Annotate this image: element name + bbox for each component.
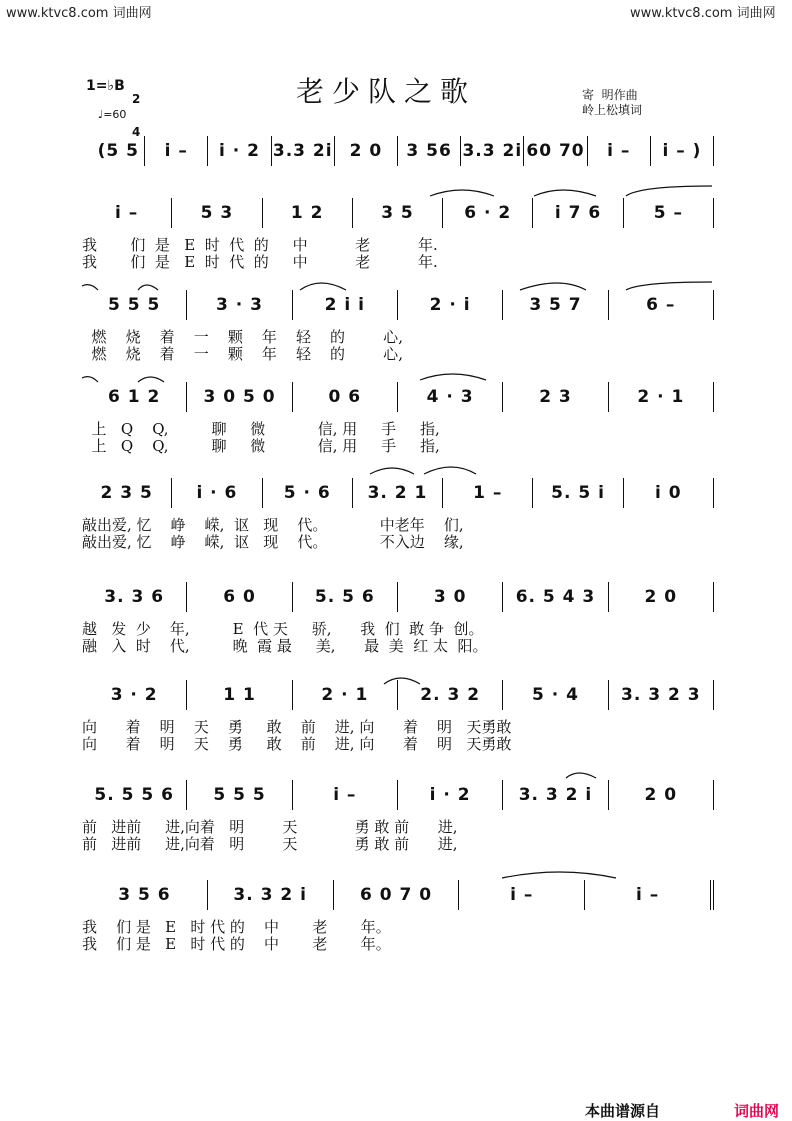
- lyric-line: 前 进前 进,向着 明 天 勇 敢 前 进,: [82, 818, 458, 836]
- measure: i –: [585, 880, 714, 910]
- measure: 1 –: [443, 478, 533, 508]
- measure: 2 i i: [293, 290, 398, 320]
- measure: 3. 3 2 i: [208, 880, 334, 910]
- lyric-line: 我 们 是 E 时 代 的 中 老 年.: [82, 253, 438, 271]
- measure: 3.3 2i: [272, 136, 335, 166]
- tempo-marking: ♩=60: [98, 108, 127, 121]
- lyric-line: 上 Q Q, 聊 微 信, 用 手 指,: [82, 437, 440, 455]
- meter-bottom: 4: [132, 125, 141, 139]
- slur-mark: [502, 872, 616, 878]
- measure: 2 · 1: [609, 382, 714, 412]
- slur-mark: [420, 374, 486, 380]
- lyric-line: 燃 烧 着 一 颗 年 轻 的 心,: [82, 345, 403, 363]
- measure: 60 70: [524, 136, 587, 166]
- slur-mark: [424, 467, 476, 474]
- measure: i 0: [624, 478, 714, 508]
- measure: 6 · 2: [443, 198, 533, 228]
- lyric-line: 向 着 明 天 勇 敢 前 进, 向 着 明 天勇敢: [82, 735, 512, 753]
- measure: 6 0 7 0: [334, 880, 460, 910]
- slur-mark: [384, 678, 420, 684]
- measure: 3 · 2: [82, 680, 187, 710]
- slur-mark: [138, 377, 164, 382]
- slur-mark: [534, 190, 596, 196]
- lyric-line: 敲出爱, 忆 峥 嵘, 讴 现 代。 中老年 们,: [82, 516, 464, 534]
- measure: i –: [588, 136, 651, 166]
- measure: i · 2: [208, 136, 271, 166]
- measure: 0 6: [293, 382, 398, 412]
- footer-site-logo[interactable]: 词曲网: [734, 1102, 780, 1120]
- measure: 3. 3 6: [82, 582, 187, 612]
- measure: 5. 5 i: [533, 478, 623, 508]
- measure: 2 0: [609, 780, 714, 810]
- measure: i –: [459, 880, 585, 910]
- measure: 5 3: [172, 198, 262, 228]
- measure: i · 2: [398, 780, 503, 810]
- slur-mark: [520, 283, 586, 290]
- measure: 3.3 2i: [461, 136, 524, 166]
- measure: 3. 3 2 3: [609, 680, 714, 710]
- measure: 2 · i: [398, 290, 503, 320]
- slur-mark: [138, 285, 158, 290]
- slur-mark: [82, 285, 98, 290]
- slur-mark: [430, 190, 494, 196]
- composer-credit: 寄 明作曲: [582, 88, 638, 102]
- measure: 5 5 5: [187, 780, 292, 810]
- measure: i 7 6: [533, 198, 623, 228]
- lyricist-credit: 岭上松填词: [582, 103, 643, 117]
- measure: 2 0: [609, 582, 714, 612]
- measure: 2. 3 2: [398, 680, 503, 710]
- measure: 3 5 7: [503, 290, 608, 320]
- measure: 3 0: [398, 582, 503, 612]
- measure: 2 3 5: [82, 478, 172, 508]
- key-signature: 1=♭B: [86, 78, 125, 94]
- measure: 3 5: [353, 198, 443, 228]
- measure: 3 · 3: [187, 290, 292, 320]
- measure: 5 5 5: [82, 290, 187, 320]
- lyric-line: 向 着 明 天 勇 敢 前 进, 向 着 明 天勇敢: [82, 718, 512, 736]
- lyric-line: 上 Q Q, 聊 微 信, 用 手 指,: [82, 420, 440, 438]
- watermark-left: www.ktvc8.com 词曲网: [6, 6, 152, 21]
- slur-mark: [300, 283, 346, 290]
- meter-top: 2: [132, 92, 141, 106]
- measure: 4 · 3: [398, 382, 503, 412]
- measure: 2 3: [503, 382, 608, 412]
- measure: 2 0: [335, 136, 398, 166]
- measure: 5 · 4: [503, 680, 608, 710]
- measure: 3 56: [398, 136, 461, 166]
- measure: 5 –: [624, 198, 714, 228]
- slur-mark: [82, 377, 98, 382]
- measure: 5. 5 5 6: [82, 780, 187, 810]
- measure: 2 · 1: [293, 680, 398, 710]
- measure: 3. 3 2 i: [503, 780, 608, 810]
- measure: i –: [82, 198, 172, 228]
- lyric-line: 我 们 是 E 时 代 的 中 老 年。: [82, 918, 391, 936]
- measure: 3 0 5 0: [187, 382, 292, 412]
- footer-source-label: 本曲谱源自: [585, 1102, 661, 1120]
- slur-mark: [626, 186, 712, 196]
- lyric-line: 越 发 少 年, E 代 天 骄, 我 们 敢 争 创。: [82, 620, 484, 638]
- lyric-line: 我 们 是 E 时 代 的 中 老 年.: [82, 236, 438, 254]
- measure: i –: [293, 780, 398, 810]
- slur-mark: [566, 773, 596, 778]
- measure: i – ): [651, 136, 714, 166]
- measure: 3. 2 1: [353, 478, 443, 508]
- lyric-line: 前 进前 进,向着 明 天 勇 敢 前 进,: [82, 835, 458, 853]
- measure: 5 · 6: [263, 478, 353, 508]
- measure: 6 1 2: [82, 382, 187, 412]
- measure: i · 6: [172, 478, 262, 508]
- measure: 6. 5 4 3: [503, 582, 608, 612]
- song-title: 老少队之歌: [296, 75, 477, 108]
- lyric-line: 我 们 是 E 时 代 的 中 老 年。: [82, 935, 391, 953]
- slur-mark: [370, 468, 414, 474]
- watermark-right: www.ktvc8.com 词曲网: [630, 6, 776, 21]
- measure: 6 0: [187, 582, 292, 612]
- lyric-line: 敲出爱, 忆 峥 嵘, 讴 现 代。 不入边 缘,: [82, 533, 464, 551]
- measure: 1 1: [187, 680, 292, 710]
- measure: 6 –: [609, 290, 714, 320]
- measure: 3 5 6: [82, 880, 208, 910]
- measure: i –: [145, 136, 208, 166]
- measure: (5 5: [82, 136, 145, 166]
- lyric-line: 融 入 时 代, 晚 霞 最 美, 最 美 红 太 阳。: [82, 637, 488, 655]
- lyric-line: 燃 烧 着 一 颗 年 轻 的 心,: [82, 328, 403, 346]
- measure: 1 2: [263, 198, 353, 228]
- measure: 5. 5 6: [293, 582, 398, 612]
- slur-mark: [626, 282, 712, 290]
